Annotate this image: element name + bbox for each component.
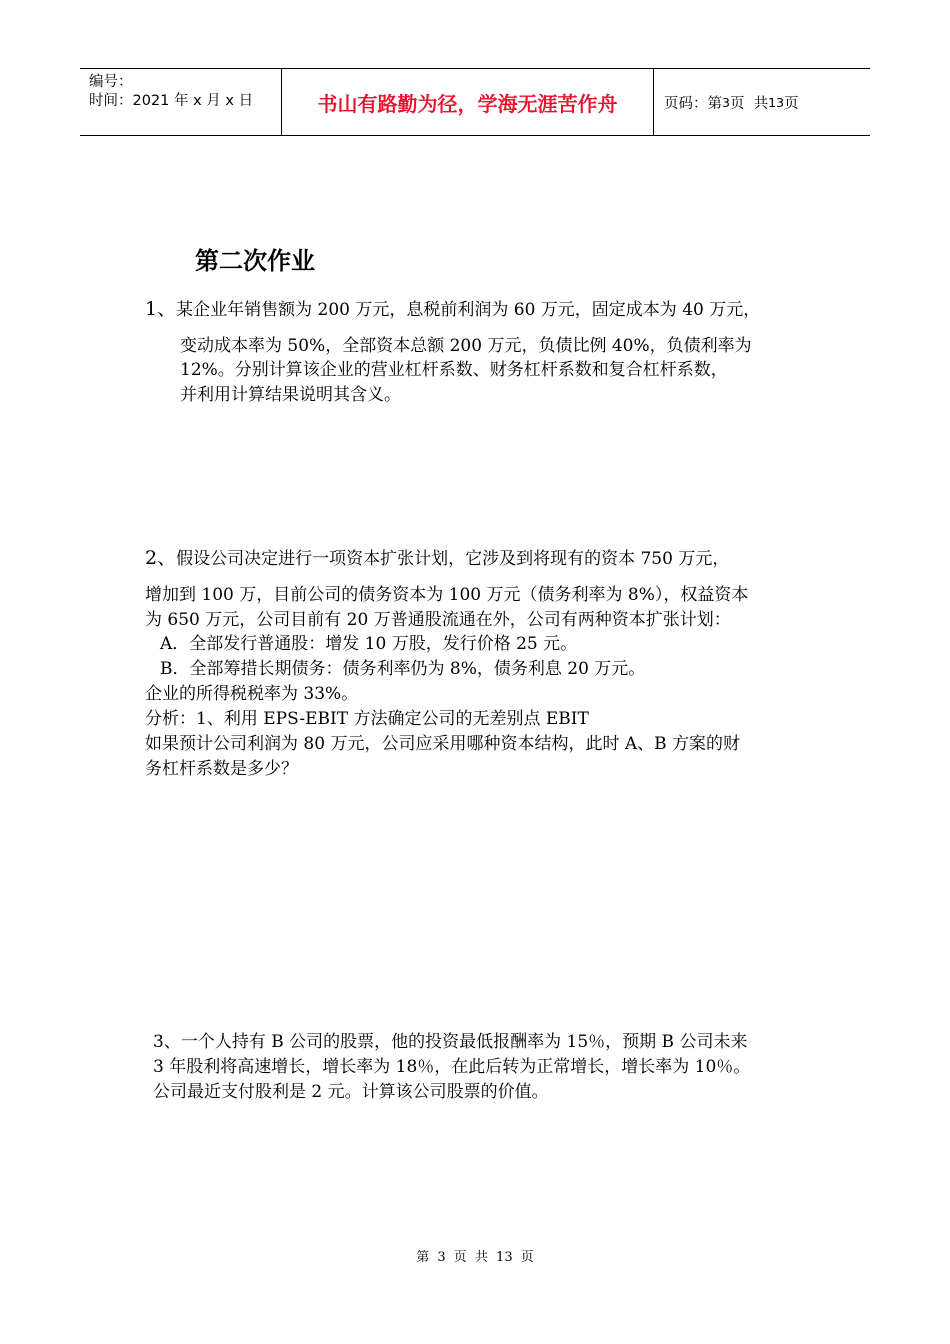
header-meta <box>80 69 282 135</box>
q3-line-2: 3 年股利将高速增长，增长率为 18％，在此后转为正常增长，增长率为 10％。 <box>153 1057 751 1077</box>
code-label: 编号： <box>89 74 133 90</box>
header-page-number <box>654 69 870 135</box>
header-motto: 书山有路勤为径，学海无涯苦作舟 <box>282 69 654 135</box>
page-header <box>80 68 870 136</box>
page-mid: 页 共 <box>729 95 769 112</box>
q3-line-1: 3、一个人持有 B 公司的股票，他的投资最低报酬率为 15％，预期 B 公司未来 <box>153 1032 748 1052</box>
page-prefix: 页码：第 <box>664 95 722 112</box>
q1-line-3: 12%。分别计算该企业的营业杠杆系数、财务杠杆系数和复合杠杆系数， <box>180 360 728 380</box>
q3-line-3: 公司最近支付股利是 2 元。计算该公司股票的价值。 <box>153 1082 549 1102</box>
q2-line-9: 务杠杆系数是多少？ <box>145 759 298 779</box>
page-current: 3 <box>722 94 730 110</box>
page-footer: 第 3 页 共 13 页 <box>416 1250 534 1265</box>
q1-line-4: 并利用计算结果说明其含义。 <box>180 385 401 405</box>
q1-number: 1、 <box>145 298 177 320</box>
q2-line-6: 企业的所得税税率为 33%。 <box>145 684 359 704</box>
q2-line-1: 2、假设公司决定进行一项资本扩张计划，它涉及到将现有的资本 750 万元， <box>145 547 730 569</box>
q2-option-a: A．全部发行普通股：增发 10 万股，发行价格 25 元。 <box>160 634 578 654</box>
q2-line-2: 增加到 100 万，目前公司的债务资本为 100 万元（债务利率为 8%），权益资本 <box>145 585 749 605</box>
q2-line-3: 为 650 万元，公司目前有 20 万普通股流通在外，公司有两种资本扩张计划： <box>145 610 731 630</box>
q2-line-7: 分析：1、利用 EPS-EBIT 方法确定公司的无差别点 EBIT <box>145 709 589 729</box>
page-title: 第二次作业 <box>195 247 315 275</box>
page-total: 13 <box>768 94 785 110</box>
page-suffix: 页 <box>784 95 799 112</box>
q1-line-1: 1、某企业年销售额为 200 万元，息税前利润为 60 万元，固定成本为 40 万元， <box>145 298 761 320</box>
q2-number: 2、 <box>145 547 177 569</box>
date-label: 时间：2021 年 x 月 x 日 <box>89 93 254 109</box>
q2-line-8: 如果预计公司利润为 80 万元，公司应采用哪种资本结构，此时 A、B 方案的财 <box>145 734 741 754</box>
q2-option-b: B．全部筹措长期债务：债务利率仍为 8%，债务利息 20 万元。 <box>160 659 646 679</box>
q1-line-2: 变动成本率为 50%，全部资本总额 200 万元，负债比例 40%，负债利率为 <box>180 336 752 356</box>
